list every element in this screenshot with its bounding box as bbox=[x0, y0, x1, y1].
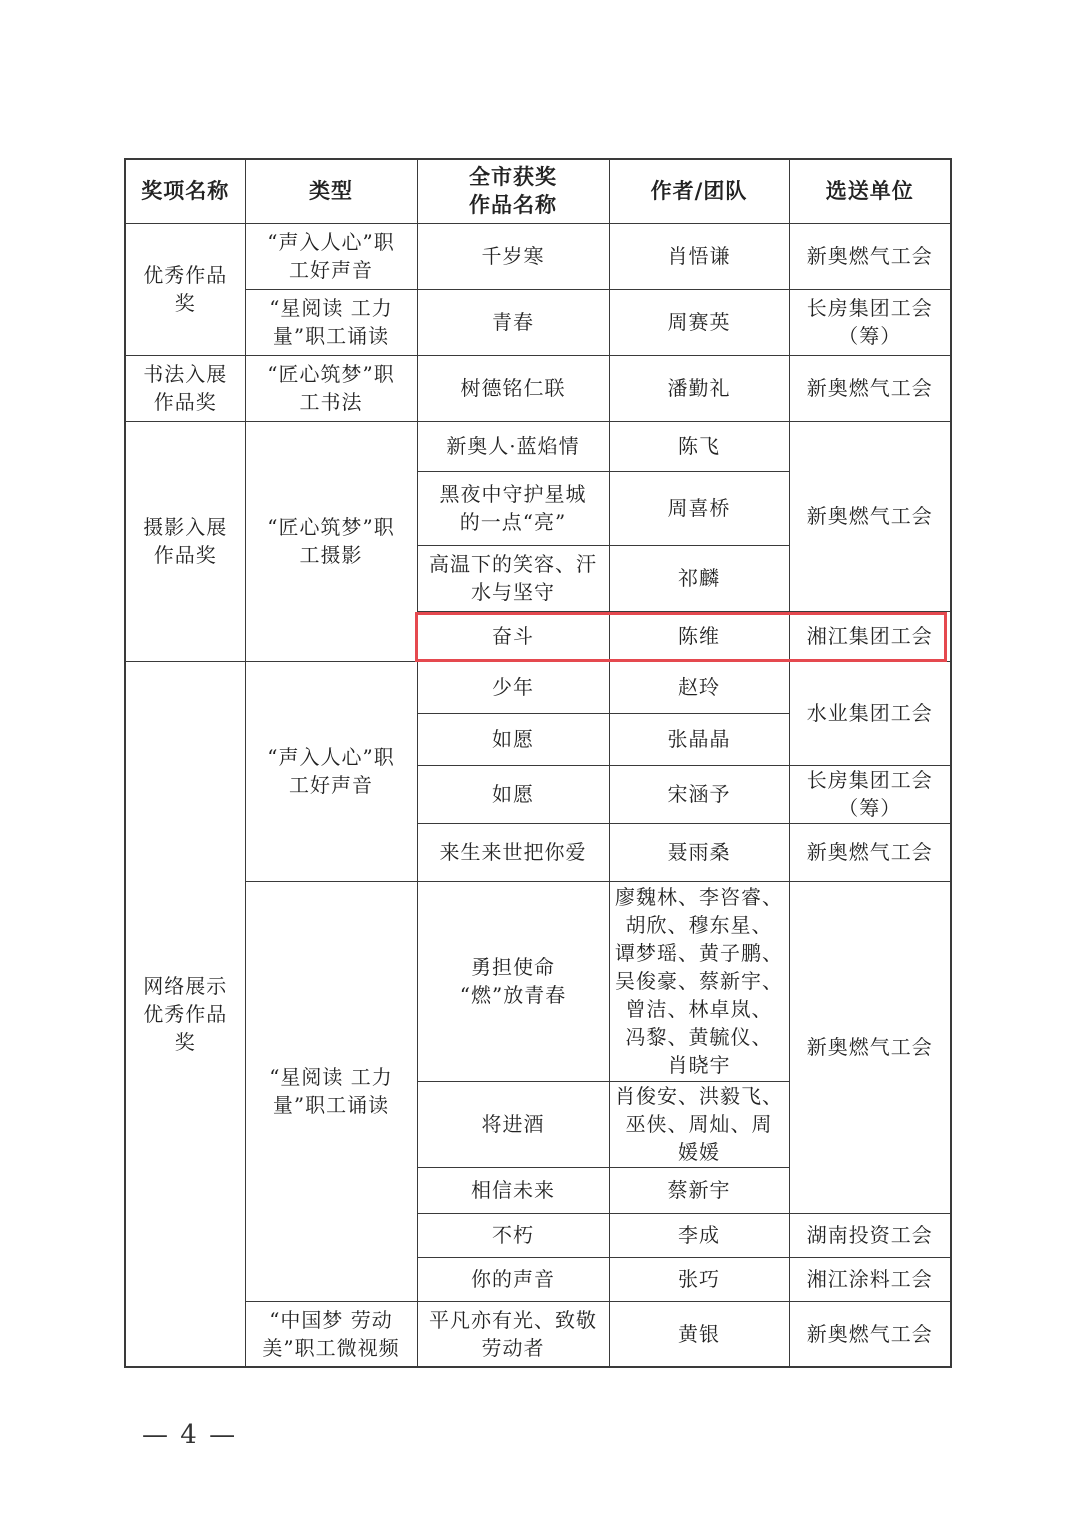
work-cell: 不朽 bbox=[417, 1213, 609, 1257]
award-cell: 网络展示 优秀作品 奖 bbox=[125, 661, 245, 1367]
type-cell: “声入人心”职 工好声音 bbox=[245, 661, 417, 881]
unit-cell: 长房集团工会 （筹） bbox=[789, 289, 951, 355]
work-cell: 新奥人·蓝焰情 bbox=[417, 421, 609, 471]
work-cell: 来生来世把你爱 bbox=[417, 823, 609, 881]
unit-cell: 新奥燃气工会 bbox=[789, 355, 951, 421]
header-work-name: 全市获奖 作品名称 bbox=[417, 159, 609, 223]
work-cell: 黑夜中守护星城 的一点“亮” bbox=[417, 471, 609, 545]
table-row bbox=[125, 421, 951, 471]
author-cell: 陈飞 bbox=[609, 421, 789, 471]
author-cell: 李成 bbox=[609, 1213, 789, 1257]
header-award-name: 奖项名称 bbox=[125, 159, 245, 223]
award-cell: 优秀作品 奖 bbox=[125, 223, 245, 355]
page-number: — 4 — bbox=[142, 1420, 238, 1450]
unit-cell: 湘江涂料工会 bbox=[789, 1257, 951, 1301]
table-row bbox=[125, 661, 951, 713]
unit-cell: 新奥燃气工会 bbox=[789, 1301, 951, 1367]
awards-table bbox=[124, 158, 952, 1368]
author-cell: 周赛英 bbox=[609, 289, 789, 355]
work-cell: 奋斗 bbox=[417, 611, 609, 661]
unit-cell: 新奥燃气工会 bbox=[789, 223, 951, 289]
unit-cell: 长房集团工会 （筹） bbox=[789, 765, 951, 823]
author-cell: 宋涵予 bbox=[609, 765, 789, 823]
work-cell: 相信未来 bbox=[417, 1167, 609, 1213]
author-cell: 肖悟谦 bbox=[609, 223, 789, 289]
work-cell: 如愿 bbox=[417, 765, 609, 823]
unit-cell: 水业集团工会 bbox=[789, 661, 951, 765]
unit-cell: 湖南投资工会 bbox=[789, 1213, 951, 1257]
type-cell: “匠心筑梦”职 工书法 bbox=[245, 355, 417, 421]
work-cell: 树德铭仁联 bbox=[417, 355, 609, 421]
type-cell: “匠心筑梦”职 工摄影 bbox=[245, 421, 417, 661]
unit-cell: 湘江集团工会 bbox=[789, 611, 951, 661]
header-unit: 选送单位 bbox=[789, 159, 951, 223]
award-cell: 书法入展 作品奖 bbox=[125, 355, 245, 421]
work-cell: 你的声音 bbox=[417, 1257, 609, 1301]
table-row bbox=[125, 881, 951, 1081]
type-cell: “声入人心”职 工好声音 bbox=[245, 223, 417, 289]
work-cell: 勇担使命 “燃”放青春 bbox=[417, 881, 609, 1081]
table-row bbox=[125, 1301, 951, 1367]
unit-cell: 新奥燃气工会 bbox=[789, 421, 951, 611]
work-cell: 千岁寒 bbox=[417, 223, 609, 289]
author-cell: 黄银 bbox=[609, 1301, 789, 1367]
author-cell: 周喜桥 bbox=[609, 471, 789, 545]
author-cell: 潘勤礼 bbox=[609, 355, 789, 421]
type-cell: “星阅读 工力 量”职工诵读 bbox=[245, 881, 417, 1301]
author-cell: 蔡新宇 bbox=[609, 1167, 789, 1213]
type-cell: “中国梦 劳动 美”职工微视频 bbox=[245, 1301, 417, 1367]
author-cell: 陈维 bbox=[609, 611, 789, 661]
header-row bbox=[125, 159, 951, 223]
author-cell: 聂雨桑 bbox=[609, 823, 789, 881]
author-cell: 祁麟 bbox=[609, 545, 789, 611]
author-cell: 廖魏林、李咨睿、 胡欣、穆东星、 谭梦瑶、黄子鹏、 吴俊豪、蔡新宇、 曾洁、林卓岚、 冯黎、黄毓仪、 肖晓宇 bbox=[609, 881, 789, 1081]
unit-cell: 新奥燃气工会 bbox=[789, 823, 951, 881]
table-row bbox=[125, 289, 951, 355]
work-cell: 如愿 bbox=[417, 713, 609, 765]
author-cell: 张巧 bbox=[609, 1257, 789, 1301]
work-cell: 青春 bbox=[417, 289, 609, 355]
work-cell: 平凡亦有光、致敬 劳动者 bbox=[417, 1301, 609, 1367]
work-cell: 将进酒 bbox=[417, 1081, 609, 1167]
header-author: 作者/团队 bbox=[609, 159, 789, 223]
type-cell: “星阅读 工力 量”职工诵读 bbox=[245, 289, 417, 355]
award-cell: 摄影入展 作品奖 bbox=[125, 421, 245, 661]
table-row bbox=[125, 223, 951, 289]
header-type: 类型 bbox=[245, 159, 417, 223]
author-cell: 赵玲 bbox=[609, 661, 789, 713]
work-cell: 少年 bbox=[417, 661, 609, 713]
unit-cell: 新奥燃气工会 bbox=[789, 881, 951, 1213]
highlight-box bbox=[415, 612, 947, 662]
table-row bbox=[125, 355, 951, 421]
author-cell: 肖俊安、洪毅飞、 巫侠、周灿、周 媛媛 bbox=[609, 1081, 789, 1167]
author-cell: 张晶晶 bbox=[609, 713, 789, 765]
work-cell: 高温下的笑容、汗 水与坚守 bbox=[417, 545, 609, 611]
